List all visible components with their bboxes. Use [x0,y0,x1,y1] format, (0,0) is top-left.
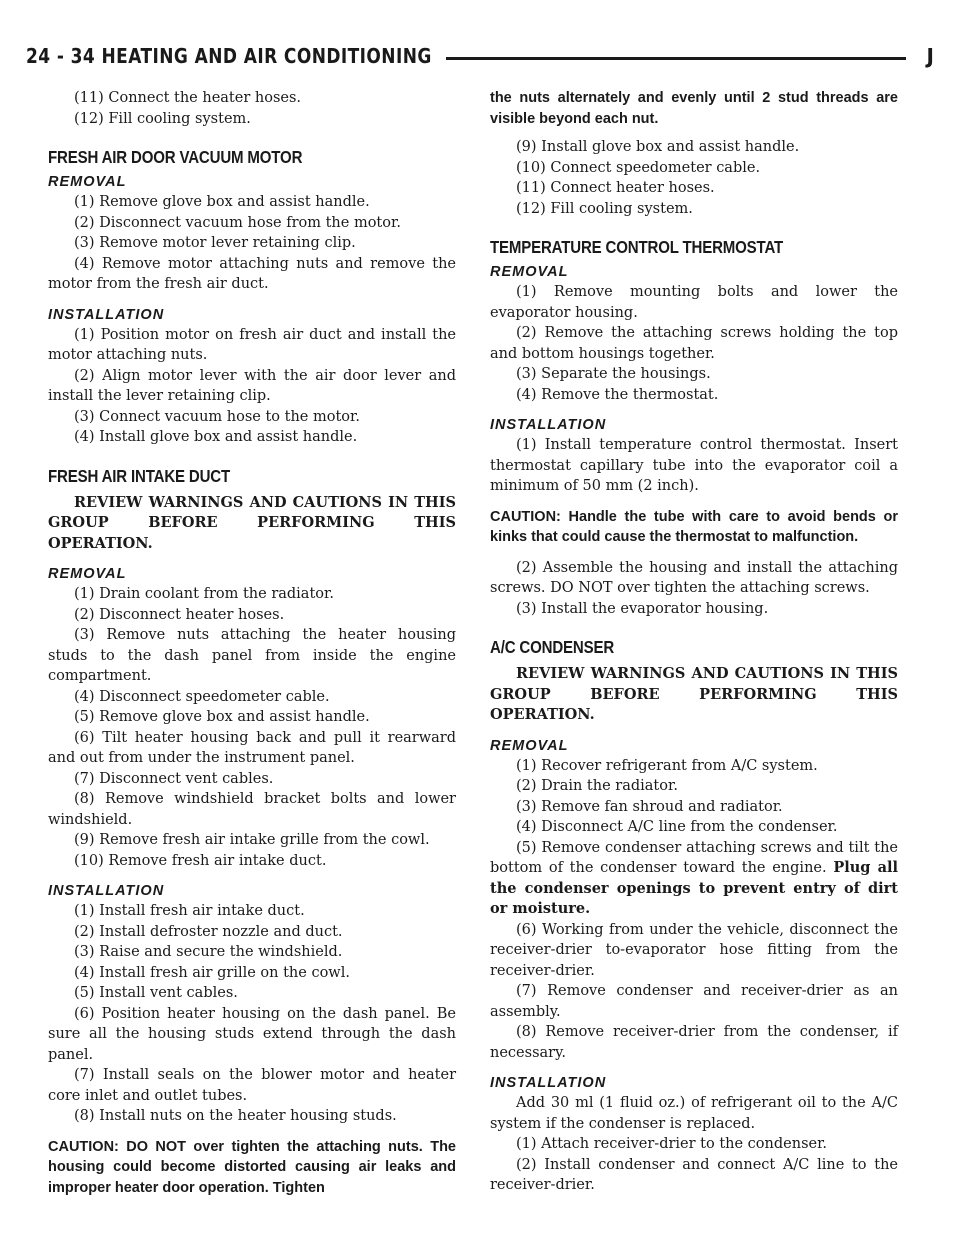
step: (6) Tilt heater housing back and pull it rearward and out from under the instrument panel. [48,729,456,766]
step: (4) Remove motor attaching nuts and remove the motor from the fresh air duct. [48,255,456,292]
step: (3) Separate the housings. [516,366,711,382]
step: (8) Install nuts on the heater housing studs. [74,1108,397,1124]
installation-heading: INSTALLATION [490,417,607,433]
caution-continued: the nuts alternately and evenly until 2 stud threads are visible beyond each nut. [490,90,898,127]
left-column [48,88,456,1208]
step: (9) Install glove box and assist handle. [516,139,800,155]
installation-heading: INSTALLATION [490,1075,607,1091]
section-title-intake-duct: FRESH AIR INTAKE DUCT [48,465,231,486]
step: (2) Drain the radiator. [516,778,678,794]
step: (4) Remove the thermostat. [516,386,719,403]
removal-heading: REMOVAL [48,174,127,190]
step: (3) Remove fan shroud and radiator. [516,798,783,815]
section-letter: J [926,44,934,68]
step: (9) Remove fresh air intake grille from the cowl. [74,832,430,848]
step: (2) Assemble the housing and install the attaching screws. DO NOT over tighten the attaching screws. [490,559,898,596]
step: (1) Position motor on fresh air duct and install the motor attaching nuts. [48,326,456,363]
step: (2) Install defroster nozzle and duct. [74,923,343,940]
step: (10) Remove fresh air intake duct. [74,852,327,869]
installation-heading: INSTALLATION [48,306,165,323]
step: (5) Install vent cables. [74,985,238,1001]
header-rule [446,57,906,60]
step: (4) Disconnect A/C line from the condenser. [516,819,838,835]
step: (1) Remove glove box and assist handle. [74,194,370,210]
step [490,838,898,920]
paragraph: Add 30 ml (1 fluid oz.) of refrigerant oil to the A/C system if the condenser is replaced. [490,1095,898,1132]
step: (2) Disconnect heater hoses. [74,606,285,623]
step-text: (5) Remove condenser attaching screws and tilt the bottom of the condenser toward the engine. [490,839,898,876]
step: (3) Remove motor lever retaining clip. [74,235,356,251]
removal-heading: REMOVAL [490,737,569,754]
warning-note: REVIEW WARNINGS AND CAUTIONS IN THIS GROUP BEFORE PERFORMING THIS OPERATION. [490,665,898,723]
step: (2) Remove the attaching screws holding the top and bottom housings together. [490,325,898,362]
step-emphasis: Plug all the condenser openings to prevent entry of dirt or moisture. [490,859,898,917]
step: (3) Remove nuts attaching the heater housing studs to the dash panel from inside the engine compartment. [48,627,456,684]
installation-heading: INSTALLATION [48,883,165,899]
step: (12) Fill cooling system. [516,200,693,217]
step: (3) Install the evaporator housing. [516,600,769,617]
step: (8) Remove windshield bracket bolts and lower windshield. [48,791,456,828]
step: (1) Attach receiver-drier to the condenser. [516,1136,828,1152]
page-number-title: 24 - 34 HEATING AND AIR CONDITIONING [26,44,432,68]
removal-heading: REMOVAL [48,566,127,582]
section-title-thermostat: TEMPERATURE CONTROL THERMOSTAT [490,237,784,257]
step: (4) Install glove box and assist handle. [74,429,358,445]
warning-note: REVIEW WARNINGS AND CAUTIONS IN THIS GROUP BEFORE PERFORMING THIS OPERATION. [48,493,456,552]
step: (11) Connect the heater hoses. [74,90,302,106]
step: (7) Disconnect vent cables. [74,770,274,787]
step: (4) Install fresh air grille on the cowl. [74,964,350,981]
step: (3) Connect vacuum hose to the motor. [74,408,360,425]
step: (1) Install temperature control thermostat. Insert thermostat capillary tube into the evaporator coil a minimum of 50 mm (2 inch). [490,437,898,494]
step: (1) Remove mounting bolts and lower the evaporator housing. [490,284,898,321]
step: (11) Connect heater hoses. [516,180,715,196]
step: (5) Remove glove box and assist handle. [74,709,370,725]
removal-heading: REMOVAL [490,264,569,280]
step: (1) Drain coolant from the radiator. [74,586,334,602]
step: (6) Position heater housing on the dash panel. Be sure all the housing studs extend through the dash panel. [48,1005,456,1063]
step: (7) Remove condenser and receiver-drier as an assembly. [490,983,898,1020]
step: (2) Install condenser and connect A/C line to the receiver-drier. [490,1156,898,1193]
step: (8) Remove receiver-drier from the condenser, if necessary. [490,1024,898,1061]
step: (7) Install seals on the blower motor and heater core inlet and outlet tubes. [48,1067,456,1104]
step: (2) Disconnect vacuum hose from the motor. [74,214,401,231]
step: (1) Recover refrigerant from A/C system. [516,757,818,774]
step: (6) Working from under the vehicle, disconnect the receiver-drier to-evaporator hose fitting from the receiver-drier. [490,921,898,979]
caution-note: CAUTION: Handle the tube with care to avoid bends or kinks that could cause the thermostat to malfunction. [490,508,898,545]
step: (12) Fill cooling system. [74,110,251,127]
page-header [26,44,934,74]
section-title-condenser: A/C CONDENSER [490,637,615,657]
section-title-fresh-air-door: FRESH AIR DOOR VACUUM MOTOR [48,147,303,167]
step: (3) Raise and secure the windshield. [74,944,343,960]
step: (10) Connect speedometer cable. [516,159,761,176]
step: (2) Align motor lever with the air door lever and install the lever retaining clip. [48,367,456,404]
step: (4) Disconnect speedometer cable. [74,688,330,705]
caution-note: CAUTION: DO NOT over tighten the attaching nuts. The housing could become distorted causing air leaks and improper heater door operation. Tighten [48,1138,456,1196]
step: (1) Install fresh air intake duct. [74,903,305,919]
right-column [490,88,898,1196]
